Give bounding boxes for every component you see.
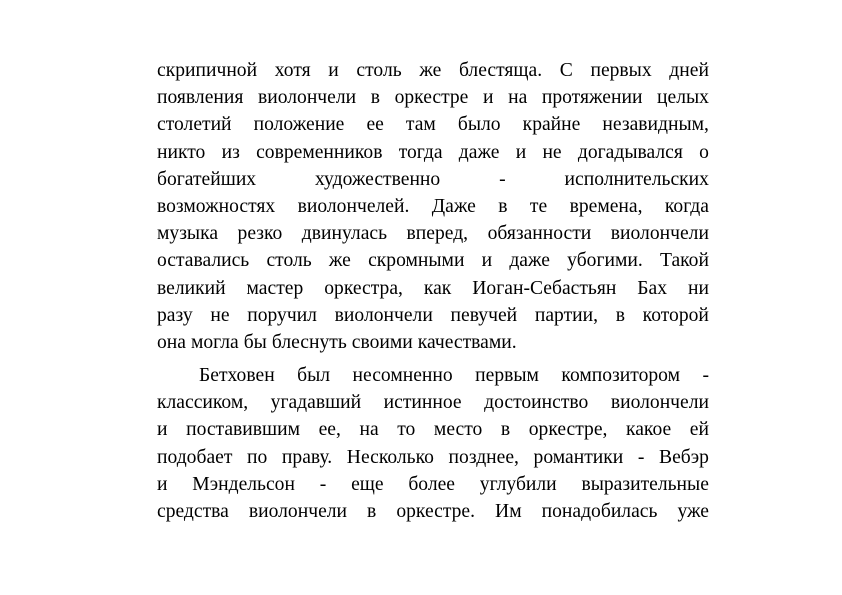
word: позднее, — [448, 446, 519, 468]
body-text — [157, 57, 709, 525]
word: и — [157, 419, 168, 441]
word: незавидным, — [602, 114, 709, 136]
word: виолончели — [610, 392, 709, 414]
word: поставившим — [186, 419, 301, 441]
text-line — [157, 139, 709, 166]
word: виолончели — [248, 501, 348, 522]
word: С — [559, 60, 573, 81]
word: времена, — [569, 195, 643, 217]
word: - — [319, 473, 327, 495]
word: Им — [495, 501, 522, 522]
word: какое — [626, 419, 672, 441]
word: столь — [266, 250, 312, 272]
word: еще — [351, 473, 384, 495]
word: крайне — [522, 114, 581, 136]
text-line — [157, 84, 709, 111]
word: - — [637, 446, 645, 468]
text-line — [157, 193, 709, 220]
word: могла — [190, 331, 239, 353]
word: там — [405, 114, 436, 136]
word: как — [423, 277, 452, 299]
text-line — [157, 329, 709, 356]
word: понадобилась — [541, 501, 658, 522]
word: столь — [356, 60, 402, 81]
word: Мэндельсон — [192, 473, 295, 495]
word: и — [481, 250, 493, 272]
word: в — [500, 419, 511, 441]
word: Такой — [659, 250, 709, 272]
word: догадывался — [577, 141, 683, 163]
word: виолончели — [334, 304, 433, 326]
word: богатейших — [157, 168, 257, 190]
word: певучей — [450, 304, 518, 326]
word: партии, — [534, 304, 598, 326]
word: романтики — [533, 446, 624, 468]
word: угадавший — [270, 392, 362, 414]
word: из — [221, 141, 240, 163]
word: и — [328, 60, 339, 81]
word: целых — [657, 87, 709, 109]
word: Бетховен — [199, 365, 275, 387]
paragraph-2 — [157, 362, 709, 525]
text-line — [157, 498, 709, 525]
word: качествами. — [417, 331, 517, 353]
word: художественно — [315, 168, 441, 190]
word: столетий — [157, 114, 232, 136]
word: даже — [509, 250, 550, 272]
word: композитором — [561, 365, 680, 387]
word: уже — [677, 501, 709, 522]
paragraph-1 — [157, 57, 709, 356]
word: мастер — [246, 277, 304, 299]
word: которой — [642, 304, 709, 326]
word: было — [457, 114, 501, 136]
word: оркестра, — [324, 277, 403, 299]
word: в — [615, 304, 625, 326]
word: подобает — [157, 446, 233, 468]
word: то — [397, 419, 416, 441]
word: же — [328, 250, 351, 272]
word: разу — [157, 304, 193, 326]
word: хотя — [274, 60, 311, 81]
word: Несколько — [346, 446, 434, 468]
word: о — [699, 141, 709, 163]
word: Даже — [431, 195, 476, 217]
word: оркестре, — [528, 419, 608, 441]
word: на — [359, 419, 379, 441]
word: оставались — [157, 250, 250, 272]
word: современников — [256, 141, 383, 163]
word: музыка — [157, 223, 219, 245]
text-line — [157, 166, 709, 193]
word: протяжении — [541, 87, 643, 109]
text-line — [157, 57, 709, 84]
text-line — [157, 247, 709, 274]
word: великий — [157, 277, 226, 299]
word: скрипичной — [157, 60, 258, 81]
word: первых — [590, 60, 652, 81]
word: положение — [253, 114, 345, 136]
word: она — [157, 331, 186, 353]
word: блеснуть — [271, 331, 347, 353]
word: классиком, — [157, 392, 249, 414]
word: возможностях — [157, 195, 276, 217]
word: блестяща. — [458, 60, 543, 81]
word: был — [297, 365, 331, 387]
text-line — [157, 275, 709, 302]
word: ее, — [318, 419, 341, 441]
word: и — [515, 141, 527, 163]
word: исполнительских — [564, 168, 709, 190]
word: не — [210, 304, 230, 326]
word: первым — [475, 365, 539, 387]
word: когда — [664, 195, 709, 217]
text-line — [157, 471, 709, 498]
word: место — [433, 419, 483, 441]
text-line — [157, 444, 709, 471]
word: те — [529, 195, 548, 217]
word: появления — [157, 87, 244, 109]
word: скромными — [368, 250, 465, 272]
word: в — [367, 501, 377, 522]
word: виолончели — [610, 223, 709, 245]
word: убогими. — [567, 250, 643, 272]
word: своими — [351, 331, 413, 353]
text-line — [157, 389, 709, 416]
text-line — [157, 302, 709, 329]
text-line — [157, 362, 709, 389]
word: на — [508, 87, 528, 109]
word: Вебэр — [659, 446, 709, 468]
word: же — [419, 60, 442, 81]
word: даже — [458, 141, 500, 163]
word: дней — [669, 60, 709, 81]
word: по — [247, 446, 268, 468]
word: оркестре. — [396, 501, 476, 522]
word: углубили — [479, 473, 557, 495]
word: поручил — [247, 304, 317, 326]
text-line — [157, 220, 709, 247]
word: праву. — [281, 446, 333, 468]
word: ее — [366, 114, 384, 136]
word: выразительные — [581, 473, 709, 495]
word: тогда — [398, 141, 443, 163]
word: не — [542, 141, 562, 163]
word: - — [702, 365, 709, 387]
word: обязанности — [487, 223, 592, 245]
text-line — [157, 111, 709, 138]
word: виолончелей. — [297, 195, 410, 217]
word: несомненно — [352, 365, 453, 387]
word: Иоган-Себастьян — [472, 277, 617, 299]
word: в — [498, 195, 508, 217]
word: ни — [688, 277, 709, 299]
text-line — [157, 416, 709, 443]
word: и — [157, 473, 168, 495]
word: Бах — [637, 277, 668, 299]
word: ей — [689, 419, 709, 441]
word: двинулась — [301, 223, 388, 245]
word: никто — [157, 141, 206, 163]
word: достоинство — [484, 392, 589, 414]
word: - — [499, 168, 506, 190]
word: средства — [157, 501, 229, 522]
word: виолончели — [257, 87, 357, 109]
word: более — [408, 473, 456, 495]
word: оркестре — [394, 87, 469, 109]
word: и — [482, 87, 494, 109]
word: резко — [237, 223, 283, 245]
word: истинное — [383, 392, 462, 414]
word: вперед, — [406, 223, 469, 245]
word: бы — [243, 331, 267, 353]
word: в — [370, 87, 380, 109]
